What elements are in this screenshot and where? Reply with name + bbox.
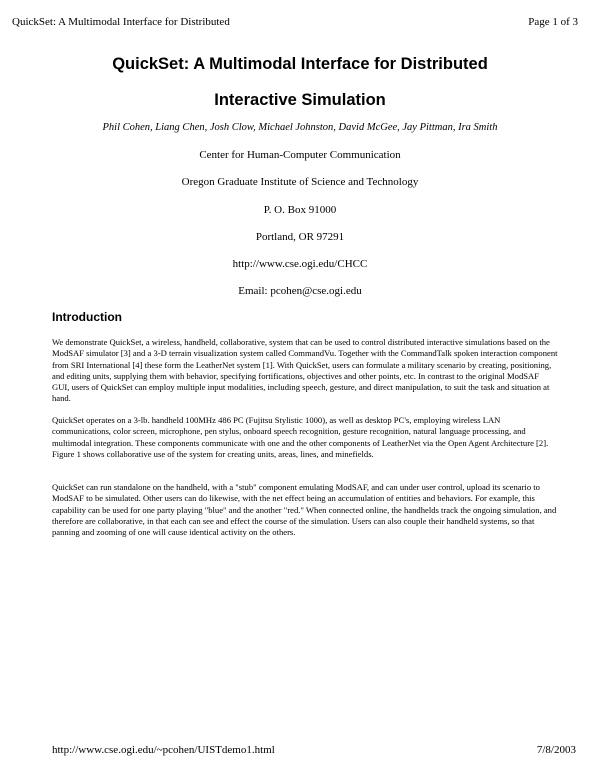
paragraph-1: We demonstrate QuickSet, a wireless, handheld, collaborative, system that can be used to control distributed interactive simulations based on the ModSAF simulator [3] and a 3-D terrain visualization system called CommandVu. Together with the CommandTalk spoken interaction component from SRI International [4] these form the LeatherNet system [1]. With QuickSet, users can formulate a military scenario by creating, positioning, and editing units, supplying them with behavior, specifying fortifications, objectives and other points, etc. In contrast to the original ModSAF GUI, users of QuickSet can employ multiple input modalities, including speech, gesture, and direct manipulation, to suit the task and situation at hand.: [52, 337, 558, 404]
affiliation-url: http://www.cse.ogi.edu/CHCC: [232, 258, 368, 270]
print-footer-url: http://www.cse.ogi.edu/~pcohen/UISTdemo1.html: [52, 744, 275, 756]
print-footer-date: 7/8/2003: [536, 744, 576, 756]
affiliation-po-box: P. O. Box 91000: [263, 204, 337, 216]
paragraph-2: QuickSet operates on a 3-lb. handheld 100MHz 486 PC (Fujitsu Stylistic 1000), as well as desktop PC's, employing wireless LAN communications, color screen, microphone, pen stylus, onboard speech recognition, gesture recognition, natural language processing, and multimodal integration. These components communicate with one and the other components of LeatherNet via the Open Agent Architecture [2]. Figure 1 shows collaborative use of the system for creating units, areas, lines, and minefields.: [52, 415, 549, 459]
paragraph-3: QuickSet can run standalone on the handheld, with a "stub" component emulating ModSAF, and can under user control, upload its scenario to ModSAF to be simulated. Other users can do likewise, with the net effect being an accumulation of entities and behaviors. For example, this capability can be used for one party playing "blue" and the another "red." When connected online, the handhelds track the ongoing simulation, and therefore are collaborative, in that each can see and effect the course of the simulation. Users can also couple their handheld systems, so that panning and zooming of one will cause identical activity on the others.: [52, 482, 557, 538]
document-title-line-2: Interactive Simulation: [214, 91, 386, 109]
print-header-page-number: Page 1 of 3: [528, 16, 578, 28]
affiliation-city: Portland, OR 97291: [255, 231, 345, 243]
document-title: [0, 46, 600, 118]
section-heading-introduction: Introduction: [52, 310, 122, 324]
affiliation-center: Center for Human-Computer Communication: [199, 149, 401, 161]
document-title-line-1: QuickSet: A Multimodal Interface for Distributed: [112, 55, 488, 73]
affiliation-institute: Oregon Graduate Institute of Science and Technology: [181, 176, 419, 188]
print-header-title: QuickSet: A Multimodal Interface for Distributed: [12, 16, 230, 28]
author-list: Phil Cohen, Liang Chen, Josh Clow, Michael Johnston, David McGee, Jay Pittman, Ira Smith: [102, 122, 498, 133]
affiliation-email: Email: pcohen@cse.ogi.edu: [238, 285, 362, 297]
